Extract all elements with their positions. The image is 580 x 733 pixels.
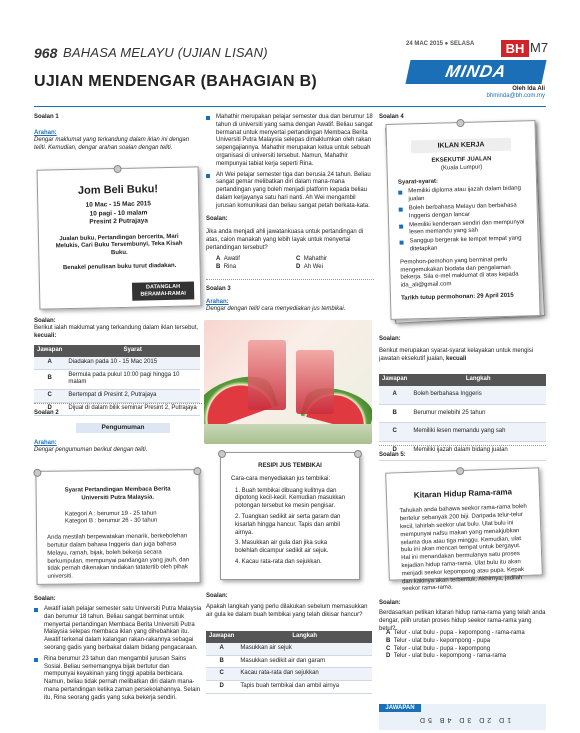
poster-dates: 10 Mac - 15 Mac 2015 — [85, 200, 152, 209]
s3-arahan: Arahan: — [206, 299, 229, 305]
deadline: Tarikh tutup permohonan: 29 April 2015 — [400, 292, 514, 302]
poster-hours: 10 pagi - 10 malam — [89, 209, 148, 218]
section-title: BAHASA MELAYU (UJIAN LISAN) — [63, 45, 268, 60]
option[interactable]: A Telur - ulat bulu - pupa - kepompong - rama-rama — [386, 630, 525, 636]
s1-soalan-label: Soalan: — [34, 318, 56, 324]
s4-col-jawapan: Jawapan — [379, 374, 410, 386]
s1-arahan: Arahan: — [34, 130, 57, 136]
option[interactable]: B Rina — [216, 263, 237, 270]
brand-logo: BH — [501, 40, 529, 57]
answer-key: 1D 2D 3D 4B 5D — [416, 716, 512, 724]
s4-soalan-label: Soalan: — [379, 336, 401, 342]
table-row[interactable]: C Bertempat di Presint 2, Putrajaya — [34, 390, 200, 403]
list-item: Ah Wei pelajar semester tiga dan berusia 24 tahun. Beliau sangat gemar melibatkan diri dalam mana-mana pertandingan yang boleh menjadi platform kepada beliau dalam kerjayanya satu hari nanti. Ah Wei mengambil jurusan komunikasi dan beliau sangat petah berkata-kata. — [206, 172, 374, 211]
recipe-title: RESIPI JUS TEMBIKAI — [258, 463, 322, 469]
pin-icon — [354, 450, 362, 458]
page-code: M7 — [530, 40, 549, 55]
option[interactable]: A Awatif — [216, 256, 240, 262]
butterfly-body: Tahukah anda bahawa seekor rama-rama boleh bertelur sebanyak 200 biji. Daripada telur-telur kecil, lahirlah seekor ulat bulu. Ulat bulu ini mempunyai nafsu makan yang menakjubkan selama dua atau tiga minggu. Kemudian, ulat bulu ini akan mencari tempat untuk bergayut. Hal ini menandakan bermulanya satu proses kejadian hidup rama-rama. Ulat bulu itu akan menjadi seekor kepompong atau pupa. Kepak dan kakinya akan terbentuk. Akhirnya, jadilah seekor rama-rama. — [399, 504, 527, 593]
mid-question: Jika anda menjadi ahli jawatankuasa untuk pertandingan di atas, calon manakah yang lebih layak untuk menyertai pertandingan tersebut? — [206, 229, 364, 251]
s2-instruction: Dengar pengumuman berikut dengan teliti. — [34, 447, 148, 453]
pullout-banner: MINDA — [405, 60, 546, 84]
category-a: Kategori A : berumur 19 - 25 tahun — [64, 510, 157, 518]
header-rule — [34, 106, 546, 107]
table-row[interactable]: B Masukkan sedikit air dan garam — [206, 655, 372, 668]
table-row[interactable]: A Masukkan air sejuk — [206, 643, 372, 655]
recipe-step: 1. Buah tembikai dibuang kulitnya dan dipotong kecil-kecil. Kemudian masukkan potongan tersebut ke mesin pengisar. — [235, 487, 346, 510]
mid-bullets — [206, 114, 374, 214]
s5-soalan-label: Soalan: — [379, 600, 401, 606]
list-item: Boleh berbahasa Melayu dan berbahasa Inggeris dengan lancar — [399, 202, 527, 221]
s1-col-jawapan: Jawapan — [34, 345, 65, 357]
author-email[interactable]: bhminda@bh.com.my — [486, 93, 545, 99]
s1-instruction: Dengar maklumat yang terkandung dalam iklan ini dengan teliti. Kemudian, dengar arahan soalan dengan teliti. — [34, 137, 190, 151]
s5-options — [386, 630, 546, 661]
soalan-4-label: Soalan 4 — [379, 114, 404, 120]
pin-icon — [33, 469, 41, 477]
s4-col-langkah: Langkah — [410, 374, 546, 386]
s3-question: Apakah langkah yang perlu dilakukan sebelum memasukkan air gula ke dalam buah tembikai yang telah dikisar hancur? — [206, 604, 368, 618]
table-row[interactable]: A Boleh berbahasa Inggeris — [379, 386, 546, 404]
pin-icon — [113, 165, 121, 173]
list-item: Memiliki diploma atau ijazah dalam bidang jualan — [398, 186, 526, 205]
pin-icon — [456, 119, 464, 127]
category-b: Kategori B : berumur 26 - 30 tahun — [64, 517, 158, 525]
table-row[interactable]: C Kacau rata-rata dan sejukkan — [206, 668, 372, 681]
table-row[interactable]: D Tapis buah tembikai dan ambil airnya — [206, 681, 372, 694]
option[interactable]: D Ah Wei — [296, 263, 323, 270]
soalan-5-label: Soalan 5: — [379, 452, 406, 458]
table-row[interactable]: A Diadakan pada 10 - 15 Mac 2015 — [34, 357, 200, 369]
s1-col-syarat: Syarat — [65, 345, 200, 357]
butterfly-card — [385, 467, 543, 593]
page-number: 968 — [34, 45, 58, 61]
poster-body: Jualan buku, Pertandingan bercerita, Mari Melukis, Cari Buku Tersembunyi, Teka Kisah Buku. — [55, 233, 183, 257]
mid-options — [216, 256, 366, 272]
table-row[interactable]: D Memiliki ijazah dalam bidang jualan — [379, 442, 546, 461]
poster-note: Benakel penulisan buku turut diadakan. — [62, 262, 177, 272]
card-title: Syarat Pertandingan Membaca Berita Universiti Putra Malaysia. — [64, 486, 171, 502]
s3-col-langkah: Langkah — [237, 631, 372, 643]
s4-question: Berikut merupakan syarat-syarat kelayakan untuk mengisi jawatan eksekutif jualan, kecuali — [379, 348, 534, 362]
s2-bullets — [34, 606, 202, 706]
soalan-1-label: Soalan 1 — [34, 114, 59, 120]
s3-soalan-label: Soalan: — [206, 593, 228, 599]
option[interactable]: C Telur - ulat bulu - pupa - kepompong — [386, 645, 491, 652]
s3-col-jawapan: Jawapan — [206, 631, 237, 643]
poster-title: Jom Beli Buku! — [77, 183, 159, 197]
job-title: EKSEKUTIF JUALAN — [431, 156, 492, 164]
s2-arahan: Arahan: — [34, 440, 57, 446]
card-body: Anda mestilah berpewatakan menarik, berkebolehan bertutur dalam bahasa Inggeris dan juga bahasa Melayu, ramah, bijak, boleh bekerja secara berkumpulan, mempunyai pandangan yang jauh, dan tidak pernah dikenakan tindakan tatatertib oleh pihak universiti. — [47, 533, 190, 580]
s3-table — [206, 631, 372, 694]
watermelon-juice-photo — [204, 320, 372, 444]
poster-tagline: DATANGLAH BERAMAI-RAMAI — [132, 281, 194, 301]
option[interactable]: C Mahathir — [296, 256, 328, 262]
issue-date: 24 MAC 2015 ● SELASA — [406, 41, 475, 47]
recipe-step: 4. Kacau rata-rata dan sejukkan. — [235, 558, 322, 565]
divider — [379, 445, 546, 446]
pin-icon — [193, 467, 201, 475]
s3-instruction: Dengar dengan teliti cara menyediakan jus tembikai. — [206, 306, 346, 312]
job-place: (Kuala Lumpur) — [440, 164, 483, 172]
soalan-2-label: Soalan 2 — [34, 410, 59, 416]
apply-info: Pemohon-pemohon yang berminat perlu mengemukakan biodata dan pengalaman bekerja. Sila e-mel maklumat di atas kepada ida_ali@gmail.com — [400, 256, 519, 289]
table-row[interactable]: B Berumur melebihi 25 tahun — [379, 404, 546, 423]
recipe-intro: Cara-cara menyediakan jus tembikai: — [231, 475, 331, 482]
competition-card — [35, 469, 200, 585]
butterfly-title: Kitaran Hidup Rama-rama — [413, 487, 513, 500]
s5-question: Berdasarkan petikan kitaran hidup rama-rama yang telah anda dengar, pilih urutan proses hidup seekor rama-rama yang betul? — [379, 610, 546, 632]
byline: Oleh Ida Ali — [512, 86, 545, 92]
option[interactable]: B Telur - ulat bulu - kepompong - pupa — [386, 637, 491, 644]
recipe-step: 2. Tuangkan sedikit air serta garam dan kisarlah hingga hancur. Tapis dan ambil airnya. — [235, 513, 341, 536]
s2-soalan-label: Soalan: — [34, 596, 56, 602]
divider — [206, 279, 374, 280]
recipe-step: 3. Masukkan air gula dan jika suka bolehlah dicampur sedikit air sejuk. — [235, 540, 329, 555]
job-ad-title: IKLAN KERJA — [411, 138, 511, 154]
list-item: Mahathir merupakan pelajar semester dua dan berumur 18 tahun di universiti yang sama dengan Awatif. Beliau sangat bermanat untuk menyertai pertandingan Membaca Berita Universiti Putra Malaysia selepas dimaklumkan oleh rakan sepengajiannya. Mahathir merupakan ketua untuk sebuah organisasi di universiti tersebut. Namun, Mahathir mempunyai tabiat kerja seperti Rina. — [206, 114, 374, 169]
pin-icon — [218, 450, 226, 458]
list-item: Memiliki kenderaan sendiri dan mempunyai lesen memandu yang sah — [399, 219, 527, 238]
recipe-card — [220, 452, 360, 580]
answer-label: JAWAPAN — [379, 704, 421, 712]
option[interactable]: D Telur - ulat bulu - kepompong - rama-rama — [386, 653, 507, 660]
announcement-banner: Pengumuman — [76, 423, 170, 433]
s4-table — [379, 374, 546, 461]
page-title: UJIAN MENDENGAR (BAHAGIAN B) — [34, 73, 318, 90]
list-item: Rina berumur 23 tahun dan mengambil jurusan Sains Sosial. Beliau sememangnya bijak bertutur dan mempunyai keyakinan yang tinggi apabila berbicara. Namun, beliau tidak pernah melibatkan diri dalam mana-mana pertandingan ketika zaman persekolahannya. Selain itu, Rina seorang gadis yang suka bekerja sendiri. — [34, 656, 202, 703]
poster-venue: Presint 2 Putrajaya — [89, 217, 148, 226]
list-item: Sanggup bergerak ke tempat tempat yang ditetapkan — [399, 236, 527, 255]
s1-question: Berikut ialah maklumat yang terkandung dalam iklan tersebut, kecuali: — [34, 325, 199, 339]
req-label: Syarat-syarat: — [397, 178, 439, 186]
mid-soalan-label: Soalan: — [206, 216, 228, 222]
book-fair-poster — [37, 166, 202, 309]
list-item: Awatif ialah pelajar semester satu Universiti Putra Malaysia dan berumur 18 tahun. Beliau sangat berminat untuk menyertai pertandingan Membaca Berita Universiti Putra Malaysia selepas membaca iklan yang dihebahkan itu. Awatif terkenal dalam kalangan rakan-rakannya sebagai seorang gadis yang berbakat dalam bidang pengacaraan. — [34, 606, 202, 653]
soalan-3-label: Soalan 3 — [206, 286, 231, 292]
job-ad-card — [385, 120, 540, 320]
divider — [34, 403, 202, 404]
pin-icon — [456, 467, 464, 475]
table-row[interactable]: D Dijual di dalam bilik seminar Presint 2, Putrajaya — [34, 402, 200, 415]
s1-table — [34, 345, 200, 416]
table-row[interactable]: C Memiliki lesen memandu yang sah — [379, 423, 546, 442]
table-row[interactable]: B Bermula pada pukul 10:00 pagi hingga 10 malam — [34, 369, 200, 390]
